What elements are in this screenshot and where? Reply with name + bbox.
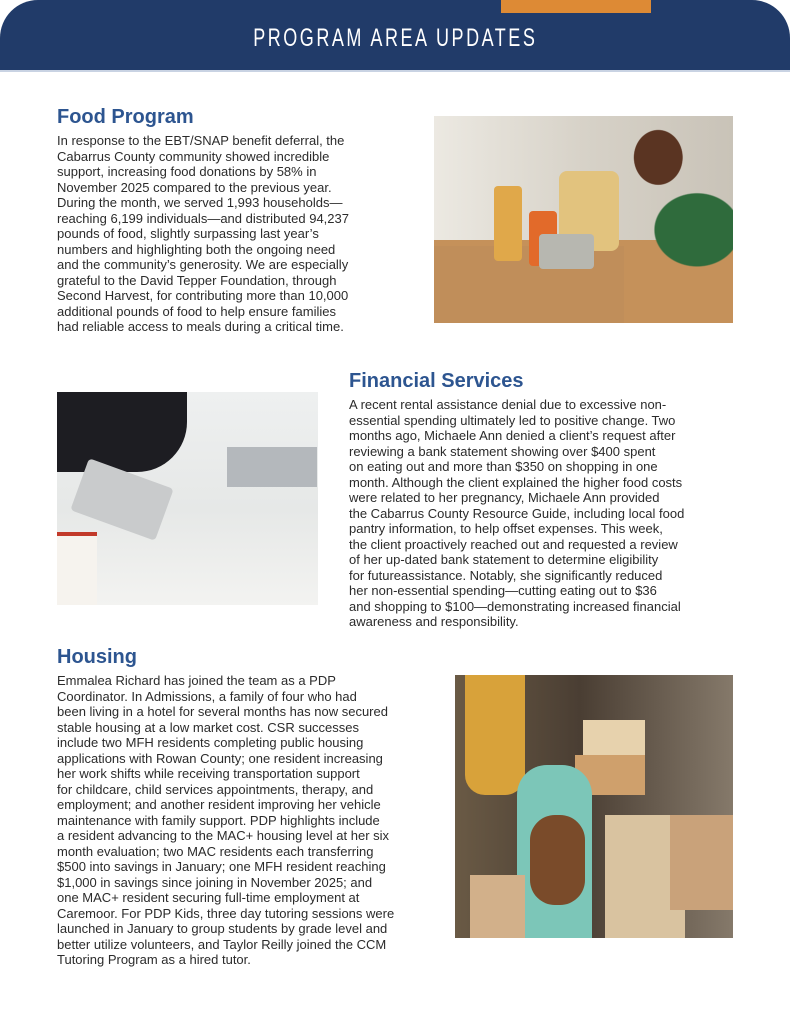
text-line: better utilize volunteers, and Taylor Reilly joined the CCM	[57, 936, 387, 952]
text-line: the client proactively reached out and requested a review	[349, 536, 678, 552]
food-program-heading: Food Program	[57, 106, 194, 128]
text-line: maintenance with family support. PDP highlights include	[57, 812, 380, 828]
text-line: on eating out and more than $350 on shopping in one	[349, 459, 658, 474]
text-line: During the month, we served 1,993 households—	[57, 195, 343, 210]
housing-text	[57, 673, 394, 968]
text-line: support, increasing food donations by 58% in	[57, 164, 317, 179]
text-line: employment; and another resident improving her vehicle	[57, 797, 381, 812]
financial-planning-photo	[57, 392, 318, 605]
page-title	[0, 24, 790, 53]
text-line: In response to the EBT/SNAP benefit deferral, the	[57, 133, 345, 148]
text-line: reaching 6,199 individuals—and distributed 94,237	[57, 210, 349, 226]
text-line: had reliable access to meals during a critical time.	[57, 319, 344, 334]
housing-heading: Housing	[57, 646, 137, 668]
text-line: reviewing a bank statement showing over $400 spent	[349, 443, 656, 459]
text-line: her work shifts while receiving transportation support	[57, 766, 360, 781]
page-title-text: PROGRAM AREA UPDATES	[252, 24, 538, 52]
text-line: been living in a hotel for several months has now secured	[57, 704, 388, 719]
text-line: and shopping to $100—demonstrating increased financial	[349, 598, 681, 614]
text-line: one MAC+ resident securing full-time employment at	[57, 890, 360, 905]
food-program-text	[57, 133, 349, 335]
text-line: pounds of food, slightly surpassing last year’s	[57, 226, 319, 241]
text-line: month evaluation; two MAC residents each transferring	[57, 843, 374, 859]
family-moving-photo	[455, 675, 733, 938]
text-line: November 2025 compared to the previous year.	[57, 179, 332, 195]
text-line: for futureassistance. Notably, she significantly reduced	[349, 567, 663, 583]
text-line: for childcare, child services appointments, therapy, and	[57, 781, 374, 797]
text-line: were related to her pregnancy, Michaele Ann provided	[349, 490, 660, 505]
text-line: numbers and highlighting both the ongoing need	[57, 241, 336, 257]
text-line: pantry information, to help offset expenses. This week,	[349, 521, 663, 536]
financial-services-text	[349, 397, 684, 630]
text-line: Cabarrus County community showed incredible	[57, 148, 330, 164]
text-line: the Cabarrus County Resource Guide, including local food	[349, 505, 685, 521]
text-line: $1,000 in savings since joining in November 2025; and	[57, 874, 373, 890]
text-line: month. Although the client explained the higher food costs	[349, 474, 683, 490]
text-line: include two MFH residents completing public housing	[57, 735, 364, 750]
text-line: Caremoor. For PDP Kids, three day tutoring sessions were	[57, 905, 395, 921]
header-accent-bar	[501, 0, 651, 13]
text-line: months ago, Michaele Ann denied a client’s request after	[349, 428, 676, 443]
text-line: a resident advancing to the MAC+ housing level at her six	[57, 828, 390, 843]
text-line: stable housing at a low market cost. CSR successes	[57, 719, 360, 735]
text-line: launched in January to group students by grade level and	[57, 921, 388, 936]
text-line: her non-essential spending—cutting eating out to $36	[349, 583, 657, 598]
text-line: applications with Rowan County; one resident increasing	[57, 750, 383, 766]
text-line: A recent rental assistance denial due to excessive non-	[349, 397, 667, 412]
text-line: essential spending ultimately led to positive change. Two	[349, 412, 676, 428]
text-line: Coordinator. In Admissions, a family of four who had	[57, 688, 357, 704]
financial-services-heading: Financial Services	[349, 370, 524, 392]
text-line: additional pounds of food to help ensure families	[57, 303, 336, 319]
text-line: awareness and responsibility.	[349, 614, 519, 629]
text-line: of her up-dated bank statement to determine eligibility	[349, 552, 659, 567]
text-line: Emmalea Richard has joined the team as a PDP	[57, 673, 336, 688]
text-line: and the community’s generosity. We are especially	[57, 257, 349, 272]
food-donation-photo	[434, 116, 733, 323]
text-line: Tutoring Program as a hired tutor.	[57, 952, 251, 967]
header-divider	[0, 70, 790, 72]
text-line: grateful to the David Tepper Foundation, through	[57, 272, 337, 288]
text-line: Second Harvest, for contributing more than 10,000	[57, 288, 349, 303]
text-line: $500 into savings in January; one MFH resident reaching	[57, 859, 386, 874]
